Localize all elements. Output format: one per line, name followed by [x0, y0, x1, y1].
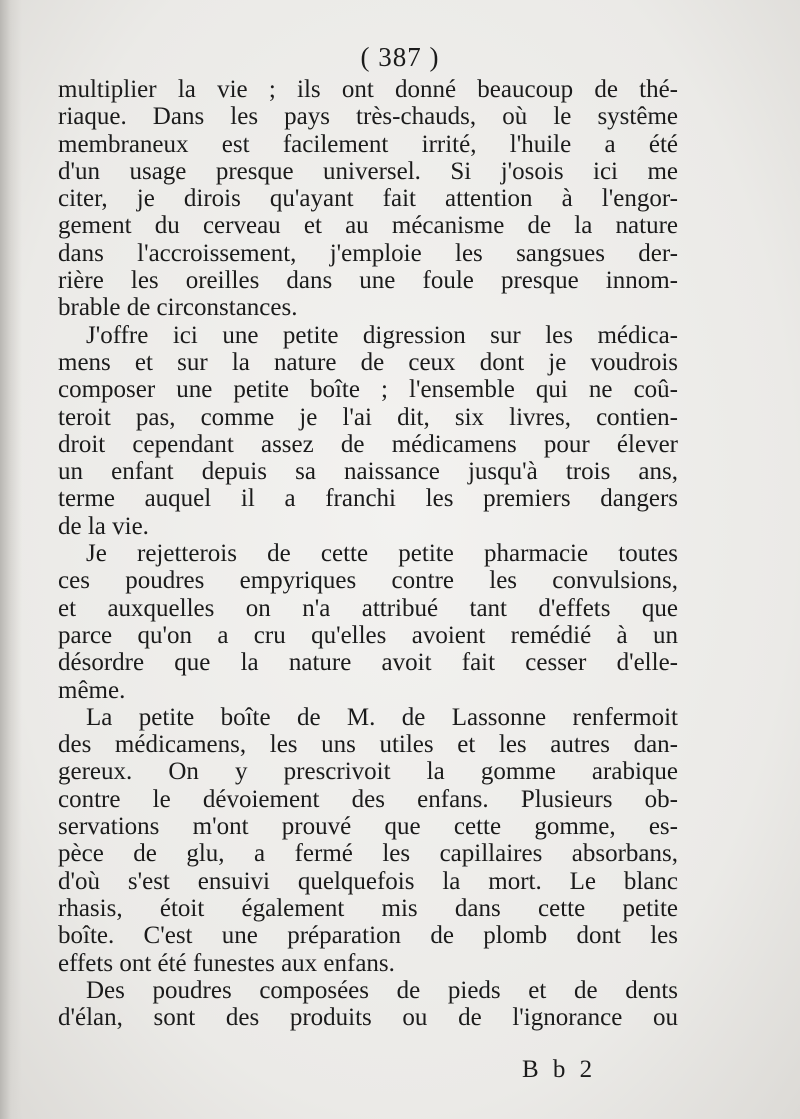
text-line: parce qu'on a cru qu'elles avoient remédié à un	[58, 621, 678, 649]
paragraph	[58, 322, 678, 540]
signature-mark: B b 2	[522, 1056, 597, 1083]
body-text	[58, 76, 678, 1031]
text-line: Je rejetterois de cette petite pharmacie toutes	[86, 540, 678, 568]
text-line: rhasis, étoit également mis dans cette petite	[58, 894, 678, 922]
text-line: d'où s'est ensuivi quelquefois la mort. Le blanc	[58, 867, 678, 895]
text-line: teroit pas, comme je l'ai dit, six livres, contien-	[58, 403, 678, 431]
text-line: brable de circonstances.	[58, 294, 298, 322]
text-line: La petite boîte de M. de Lassonne renfermoit	[86, 703, 678, 731]
paragraph	[58, 977, 678, 1032]
paragraph	[58, 704, 678, 977]
binding-shadow	[0, 0, 22, 1119]
text-line: servations m'ont prouvé que cette gomme, es-	[58, 813, 678, 841]
text-line: un enfant depuis sa naissance jusqu'à trois ans,	[58, 458, 678, 486]
text-line: d'élan, sont des produits ou de l'ignorance ou	[58, 1004, 678, 1032]
text-line: gereux. On y prescrivoit la gomme arabique	[58, 758, 678, 786]
text-line: ces poudres empyriques contre les convulsions,	[58, 567, 678, 595]
text-line: J'offre ici une petite digression sur les médica-	[86, 321, 678, 349]
text-line: des médicamens, les uns utiles et les autres dan-	[58, 731, 678, 759]
text-line: composer une petite boîte ; l'ensemble qui ne coû-	[58, 376, 678, 404]
text-line: effets ont été funestes aux enfans.	[58, 949, 395, 977]
text-line: de la vie.	[58, 512, 149, 540]
text-line: riaque. Dans les pays très-chauds, où le systême	[58, 103, 678, 131]
paragraph	[58, 540, 678, 704]
text-line: Des poudres composées de pieds et de dents	[86, 976, 678, 1004]
paragraph	[58, 76, 678, 322]
text-line: droit cependant assez de médicamens pour élever	[58, 430, 678, 458]
text-line: désordre que la nature avoit fait cesser d'elle-	[58, 649, 678, 677]
text-line: terme auquel il a franchi les premiers dangers	[58, 485, 678, 513]
text-line: rière les oreilles dans une foule presque innom-	[58, 267, 678, 295]
text-line: dans l'accroissement, j'emploie les sangsues der-	[58, 239, 678, 267]
text-line: pèce de glu, a fermé les capillaires absorbans,	[58, 840, 678, 868]
text-line: même.	[58, 676, 126, 704]
text-line: citer, je dirois qu'ayant fait attention à l'engor-	[58, 185, 678, 213]
text-line: et auxquelles on n'a attribué tant d'effets que	[58, 594, 678, 622]
text-line: mens et sur la nature de ceux dont je voudrois	[58, 348, 678, 376]
page-number: ( 387 )	[360, 42, 440, 72]
text-line: gement du cerveau et au mécanisme de la nature	[58, 212, 678, 240]
text-line: boîte. C'est une préparation de plomb dont les	[58, 922, 678, 950]
text-line: multiplier la vie ; ils ont donné beaucoup de thé-	[58, 76, 678, 103]
text-line: contre le dévoiement des enfans. Plusieurs ob-	[58, 785, 678, 813]
text-line: membraneux est facilement irrité, l'huile a été	[58, 130, 678, 158]
text-line: d'un usage presque universel. Si j'osois ici me	[58, 157, 678, 185]
